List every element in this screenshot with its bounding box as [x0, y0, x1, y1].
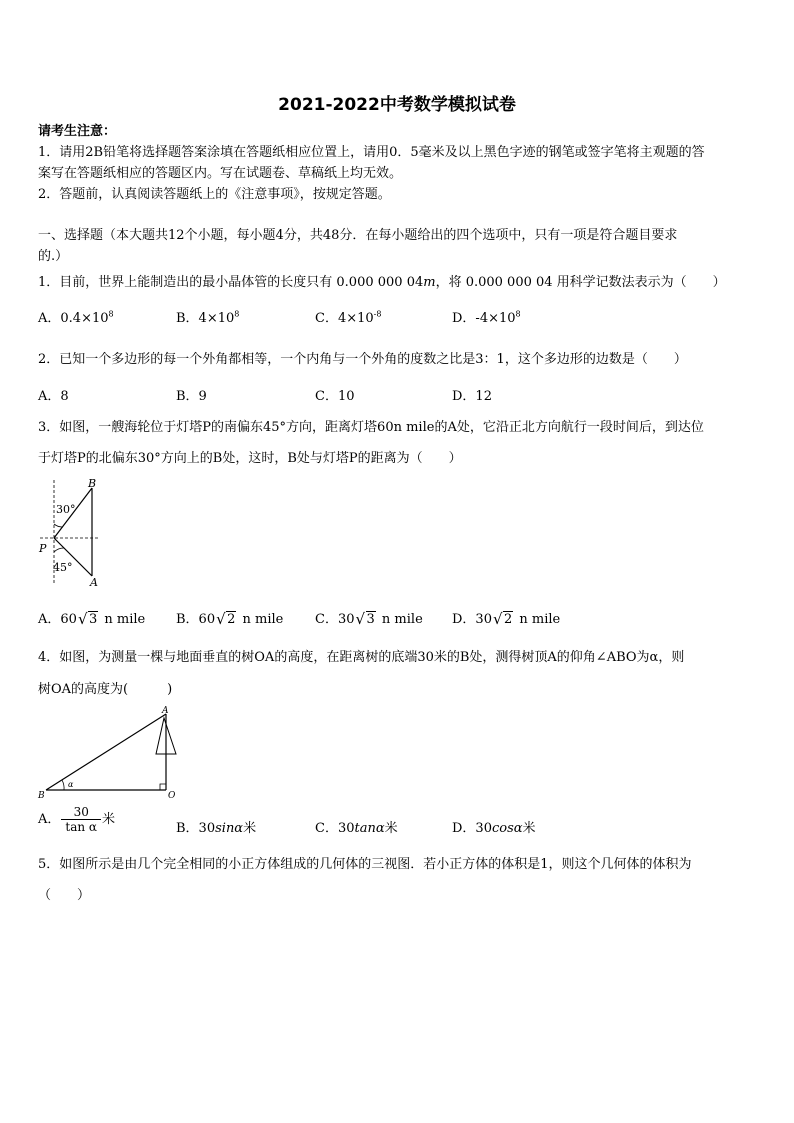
- q4-option-a-numerator: 30: [61, 805, 101, 820]
- question-5-line-1: 5．如图所示是由几个完全相同的小正方体组成的几何体的三视图．若小正方体的体积是1，则这个几何体的体积为: [38, 857, 692, 872]
- q3-option-a: [38, 608, 145, 627]
- q3-option-c-radicand: 3: [366, 612, 375, 627]
- q4-option-c-text: C．30: [315, 821, 355, 836]
- q1-option-a: [38, 307, 114, 326]
- question-1-text-a: 1．目前，世界上能制造出的最小晶体管的长度只有 0.000 000 04: [38, 275, 424, 290]
- q1-option-b: [176, 307, 239, 326]
- section-heading-line-1: 一、选择题（本大题共12个小题，每小题4分，共48分．在每小题给出的四个选项中，只有一项是符合题目要求: [38, 228, 678, 243]
- q2-option-c: C．10: [315, 389, 355, 404]
- q4-option-b-unit: 米: [243, 821, 257, 836]
- question-4-line-1: 4．如图，为测量一棵与地面垂直的树OA的高度，在距离树的底端30米的B处，测得树顶A的仰角∠ABO为α，则: [38, 650, 685, 665]
- label-a: A: [162, 706, 169, 716]
- label-b: B: [88, 477, 97, 490]
- question-5-line-2: （ ）: [38, 888, 91, 903]
- label-p: P: [39, 542, 47, 555]
- q1-option-c-text: C．4×10: [315, 311, 374, 326]
- q4-option-b-function: sinα: [215, 821, 244, 836]
- q1-option-d-text: D．-4×10: [452, 311, 516, 326]
- tree-diagram: [36, 704, 186, 800]
- q3-option-d-unit: n mile: [519, 612, 561, 627]
- lighthouse-diagram: [36, 476, 108, 588]
- q1-option-a-text: A．0.4×10: [38, 311, 109, 326]
- q2-option-a: A．8: [38, 389, 69, 404]
- q4-option-d-unit: 米: [522, 821, 536, 836]
- q1-option-a-exp: 8: [108, 309, 114, 319]
- q3-option-c-unit: n mile: [381, 612, 423, 627]
- page-title: 2021-2022中考数学模拟试卷: [278, 95, 516, 115]
- q3-option-c-text: C．30: [315, 612, 355, 627]
- label-alpha: α: [68, 780, 74, 789]
- question-3-line-2: 于灯塔P的北偏东30°方向上的B处，这时，B处与灯塔P的距离为（ ）: [38, 451, 462, 466]
- label-b: B: [38, 791, 45, 800]
- angle-45-arc: [54, 548, 64, 552]
- q3-option-c: [315, 608, 423, 627]
- q1-option-d: [452, 307, 521, 326]
- q2-option-b: B．9: [176, 389, 207, 404]
- notice-line-3: 2．答题前，认真阅读答题纸上的《注意事项》，按规定答题。: [38, 187, 391, 202]
- q4-option-c-function: tanα: [354, 821, 385, 836]
- q4-option-c-unit: 米: [384, 821, 398, 836]
- q3-option-a-radicand: 3: [88, 612, 98, 627]
- question-1-unit: m: [423, 275, 436, 290]
- q1-option-c-exp: -8: [373, 309, 382, 319]
- q4-option-d: [452, 817, 536, 836]
- q4-option-a-text: A．: [38, 812, 61, 827]
- angle-alpha-arc: [62, 780, 64, 790]
- question-4-line-2: 树OA的高度为( ): [38, 682, 173, 697]
- section-heading-line-2: 的.）: [38, 249, 69, 264]
- q3-option-d: [452, 608, 560, 627]
- q1-option-c: [315, 307, 381, 326]
- q4-option-c: [315, 817, 398, 836]
- q4-option-b-text: B．30: [176, 821, 216, 836]
- notice-line-2: 案写在答题纸相应的答题区内。写在试题卷、草稿纸上均无效。: [38, 166, 403, 181]
- angle-30-arc: [54, 524, 63, 527]
- question-1: [38, 271, 726, 290]
- notice-line-1: 1．请用2B铅笔将选择题答案涂填在答题纸相应位置上，请用0．5毫米及以上黑色字迹的钢笔或签字笔将主观题的答: [38, 145, 705, 160]
- q4-option-a: [38, 805, 115, 834]
- notice-heading: 请考生注意：: [38, 124, 117, 139]
- label-angle-30: 30°: [56, 503, 76, 516]
- label-o: O: [168, 791, 176, 800]
- sight-line-ba: [46, 714, 166, 790]
- q3-option-b-unit: n mile: [242, 612, 284, 627]
- q4-option-b: [176, 817, 256, 836]
- question-2: 2．已知一个多边形的每一个外角都相等，一个内角与一个外角的度数之比是3：1，这个多边形的边数是（ ）: [38, 352, 687, 367]
- q3-option-d-radicand: 2: [503, 612, 513, 627]
- q1-option-b-exp: 8: [234, 309, 240, 319]
- question-1-text-b: ，将 0.000 000 04 用科学记数法表示为（ ）: [435, 275, 726, 290]
- q4-option-d-function: cosα: [491, 821, 523, 836]
- label-a: A: [90, 576, 98, 588]
- q3-option-d-text: D．30: [452, 612, 492, 627]
- q1-option-b-text: B．4×10: [176, 311, 235, 326]
- question-3-line-1: 3．如图，一艘海轮位于灯塔P的南偏东45°方向，距离灯塔60n mile的A处，它沿正北方向航行一段时间后，到达位: [38, 420, 704, 435]
- q2-option-d: D．12: [452, 389, 492, 404]
- label-angle-45: 45°: [53, 561, 73, 574]
- q3-option-a-unit: n mile: [104, 612, 146, 627]
- right-angle-mark: [160, 784, 166, 790]
- q3-option-b-text: B．60: [176, 612, 216, 627]
- q3-option-b-radicand: 2: [227, 612, 236, 627]
- q3-option-b: [176, 608, 283, 627]
- q1-option-d-exp: 8: [515, 309, 521, 319]
- q3-option-a-text: A．60: [38, 612, 77, 627]
- q4-option-a-unit: 米: [102, 812, 116, 827]
- q4-option-a-denominator: tan α: [65, 820, 98, 834]
- q4-option-d-text: D．30: [452, 821, 492, 836]
